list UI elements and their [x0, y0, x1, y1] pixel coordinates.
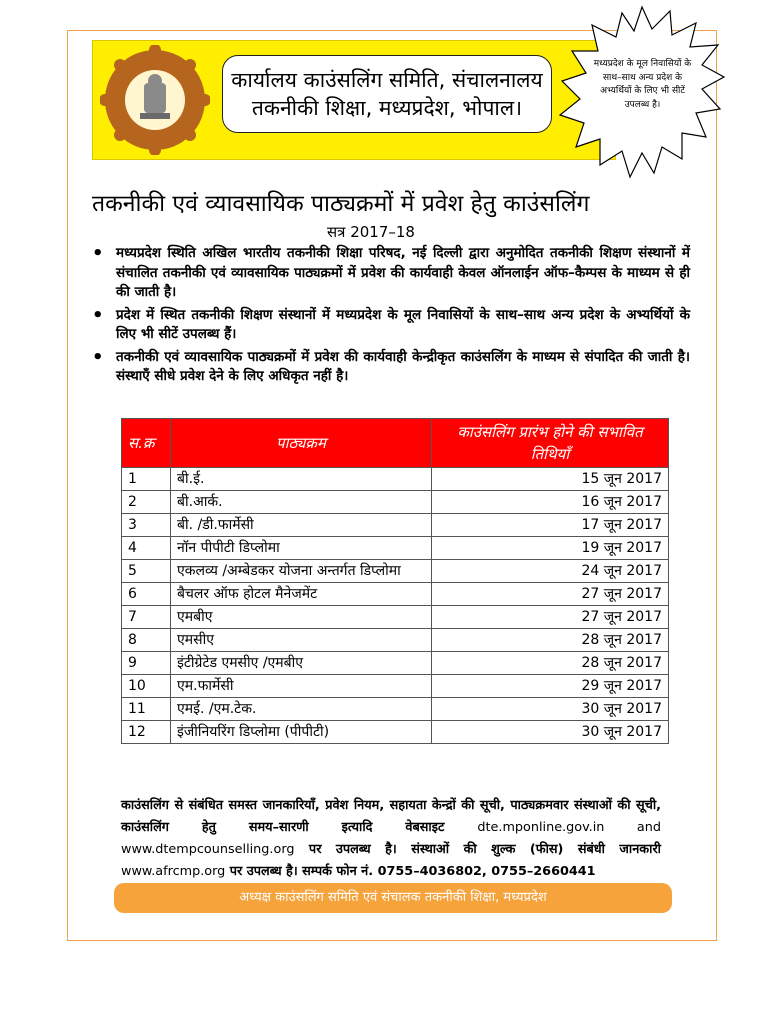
mp-government-emblem-icon: [100, 45, 210, 155]
cell-serial: 9: [122, 652, 171, 675]
starburst-note: मध्यप्रदेश के मूल निवासियों के साथ–साथ अन्य प्रदेश के अभ्यर्थियों के लिए भी सीटें उपलब्ध है।: [593, 59, 692, 110]
cell-date: 29 जून 2017: [432, 675, 669, 698]
office-title-line2: तकनीकी शिक्षा, मध्यप्रदेश, भोपाल।: [251, 96, 523, 120]
cell-course: बी.आर्क.: [171, 491, 432, 514]
table-row: [122, 698, 669, 721]
cell-course: एमसीए: [171, 629, 432, 652]
cell-serial: 4: [122, 537, 171, 560]
footer-text-3: पर उपलब्ध है। सम्पर्क फोन नं. 0755–4036802, 0755–2660441: [229, 864, 596, 879]
table-row: [122, 583, 669, 606]
cell-course: एम.फार्मेसी: [171, 675, 432, 698]
cell-date: 30 जून 2017: [432, 721, 669, 744]
website-link-afrc[interactable]: www.afrcmp.org: [121, 864, 226, 879]
cell-date: 27 जून 2017: [432, 606, 669, 629]
table-row: [122, 606, 669, 629]
cell-serial: 6: [122, 583, 171, 606]
table-row: [122, 468, 669, 491]
info-bullet-list: [92, 244, 690, 390]
cell-serial: 12: [122, 721, 171, 744]
authority-signature-bar: अध्यक्ष काउंसलिंग समिति एवं संचालक तकनीकी शिक्षा, मध्यप्रदेश: [114, 883, 672, 913]
cell-course: एमई. /एम.टेक.: [171, 698, 432, 721]
counselling-schedule-table: [121, 418, 669, 744]
cell-date: 17 जून 2017: [432, 514, 669, 537]
main-heading: तकनीकी एवं व्यावसायिक पाठ्यक्रमों में प्रवेश हेतु काउंसलिंग: [92, 191, 590, 217]
table-row: [122, 652, 669, 675]
cell-date: 15 जून 2017: [432, 468, 669, 491]
cell-serial: 7: [122, 606, 171, 629]
cell-date: 28 जून 2017: [432, 629, 669, 652]
cell-date: 30 जून 2017: [432, 698, 669, 721]
footer-text-2: पर उपलब्ध है। संस्थाओं की शुल्क (फीस) संबंधी जानकारी: [308, 842, 661, 857]
footer-info: [121, 795, 661, 883]
cell-course: इंटीग्रेटेड एमसीए /एमबीए: [171, 652, 432, 675]
cell-course: बी. /डी.फार्मेसी: [171, 514, 432, 537]
cell-date: 19 जून 2017: [432, 537, 669, 560]
table-row: [122, 721, 669, 744]
cell-date: 16 जून 2017: [432, 491, 669, 514]
cell-course: बी.ई.: [171, 468, 432, 491]
cell-serial: 3: [122, 514, 171, 537]
table-row: [122, 491, 669, 514]
bullet-item: • प्रदेश में स्थित तकनीकी शिक्षण संस्थानों में मध्यप्रदेश के मूल निवासियों के साथ–साथ अन्य प्रदेश के अभ्यर्थियों के लिए भी सीटें उपलब्ध हैं।: [92, 306, 690, 345]
cell-course: एमबीए: [171, 606, 432, 629]
office-title-box: [222, 55, 552, 133]
cell-serial: 10: [122, 675, 171, 698]
cell-serial: 1: [122, 468, 171, 491]
cell-course: बैचलर ऑफ होटल मैनेजमेंट: [171, 583, 432, 606]
cell-date: 27 जून 2017: [432, 583, 669, 606]
table-row: [122, 537, 669, 560]
table-header-row: [122, 419, 669, 468]
bullet-item: • मध्यप्रदेश स्थिति अखिल भारतीय तकनीकी शिक्षा परिषद, नई दिल्ली द्वारा अनुमोदित तकनीकी शिक्षण संस्थानों में संचालित तकनीकी एवं व्यावसायिक पाठ्यक्रमों में प्रवेश की कार्यवाही केवल ऑनलाईन ऑफ–कैम्पस के माध्यम से ही की जाती है।: [92, 244, 690, 303]
table-row: [122, 514, 669, 537]
table-row: [122, 675, 669, 698]
cell-course: नॉन पीपीटी डिप्लोमा: [171, 537, 432, 560]
cell-serial: 8: [122, 629, 171, 652]
cell-serial: 5: [122, 560, 171, 583]
cell-serial: 2: [122, 491, 171, 514]
cell-date: 24 जून 2017: [432, 560, 669, 583]
bullet-item: • तकनीकी एवं व्यावसायिक पाठ्यक्रमों में प्रवेश की कार्यवाही केन्द्रीकृत काउंसलिंग के माध्यम से संपादित की जाती है। संस्थाएँ सीधे प्रवेश देने के लिए अधिकृत नहीं है।: [92, 348, 690, 387]
cell-course: इंजीनियरिंग डिप्लोमा (पीपीटी): [171, 721, 432, 744]
website-link-dte[interactable]: dte.mponline.gov.in and www.dtempcounselling.org: [121, 820, 661, 857]
header-dates: काउंसलिंग प्रारंभ होने की सभावित तिथियाँ: [432, 419, 669, 468]
cell-serial: 11: [122, 698, 171, 721]
cell-course: एकलव्य /अम्बेडकर योजना अन्तर्गत डिप्लोमा: [171, 560, 432, 583]
office-title-line1: कार्यालय काउंसलिंग समिति, संचालनालय: [231, 68, 543, 92]
footer-text-1: काउंसलिंग से संबंधित समस्त जानकारियाँ, प्रवेश नियम, सहायता केन्द्रों की सूची, पाठ्यक्रमवार संस्थाओं की सूची, काउंसलिंग हेतु समय–सारणी इत्यादि वेबसाइट: [121, 798, 661, 835]
header-serial: स.क्र: [122, 419, 171, 468]
session-year: सत्र 2017–18: [327, 223, 415, 241]
table-row: [122, 560, 669, 583]
cell-date: 28 जून 2017: [432, 652, 669, 675]
table-row: [122, 629, 669, 652]
header-course: पाठ्यक्रम: [171, 419, 432, 468]
